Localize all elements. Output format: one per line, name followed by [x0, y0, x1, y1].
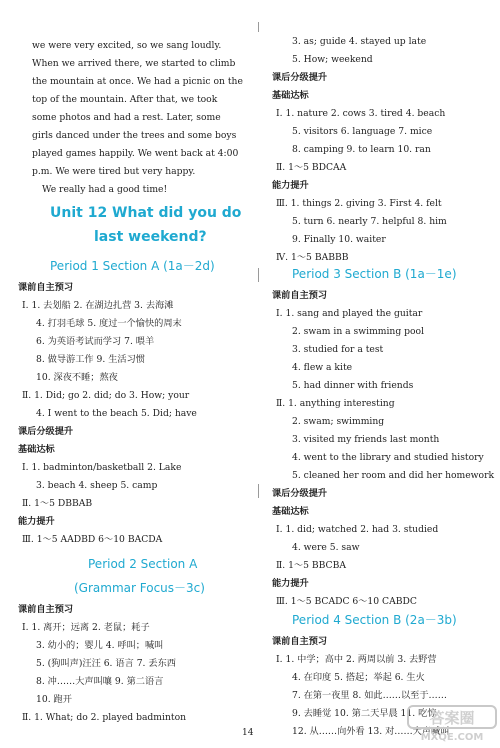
answer-line: Ⅰ. 1. badminton/basketball 2. Lake	[22, 462, 182, 473]
section-label: 课后分级提升	[272, 72, 328, 83]
passage-line: some photos and had a rest. Later, some	[32, 112, 221, 123]
answer-line: 4. went to the library and studied history	[292, 452, 484, 463]
answer-line: 5. turn 6. nearly 7. helpful 8. him	[292, 216, 447, 227]
passage-line: p.m. We were tired but very happy.	[32, 166, 196, 177]
passage-line: we were very excited, so we sang loudly.	[32, 40, 222, 51]
answer-line: 8. camping 9. to learn 10. ran	[292, 144, 431, 155]
answer-line: 5. visitors 6. language 7. mice	[292, 126, 433, 137]
answer-line: Ⅰ. 1. sang and played the guitar	[276, 308, 423, 319]
section-label: 课前自主预习	[18, 604, 74, 615]
watermark-logo	[406, 704, 498, 744]
column-divider	[258, 22, 259, 32]
column-divider	[258, 268, 259, 282]
section-label: 基础达标	[18, 444, 55, 455]
answer-line: 4. I went to the beach 5. Did; have	[36, 408, 197, 419]
answer-line: 10. 深夜不睡；熬夜	[36, 372, 118, 383]
answer-line: 2. swam; swimming	[292, 416, 385, 427]
answer-line: Ⅰ. 1. did; watched 2. had 3. studied	[276, 524, 439, 535]
passage-line: When we arrived there, we started to climb	[32, 58, 236, 69]
answer-line: 4. were 5. saw	[292, 542, 360, 553]
passage-line: top of the mountain. After that, we took	[32, 94, 218, 105]
period-heading: Period 3 Section B (1a－1e)	[292, 267, 457, 281]
answer-line: 5. had dinner with friends	[292, 380, 414, 391]
section-label: 课后分级提升	[18, 426, 74, 437]
answer-line: 9. 去睡觉 10. 第二天早晨 11. 吃惊	[292, 708, 437, 719]
answer-line: Ⅱ. 1～5 BDCAA	[276, 162, 347, 173]
answer-line: Ⅰ. 1. 离开；远离 2. 老鼠；耗子	[22, 622, 150, 633]
answer-line: 3. beach 4. sheep 5. camp	[36, 480, 158, 491]
page-number: 14	[242, 728, 254, 738]
watermark-url: MXQE.COM	[420, 732, 484, 743]
answer-line: 5. cleaned her room and did her homework	[292, 470, 495, 481]
unit-heading: Unit 12 What did you do	[50, 205, 242, 221]
passage-line: We really had a good time!	[42, 184, 168, 195]
passage-line: girls danced under the trees and some boys	[32, 130, 237, 141]
watermark-icon	[406, 704, 498, 744]
answer-line: 4. flew a kite	[292, 362, 353, 373]
answer-line: 3. as; guide 4. stayed up late	[292, 36, 427, 47]
answer-line: Ⅲ. 1～5 BCADC 6～10 CABDC	[276, 596, 417, 607]
period-heading: Period 2 Section A	[88, 557, 198, 571]
section-label: 能力提升	[272, 180, 309, 191]
section-label: 课前自主预习	[272, 290, 328, 301]
answer-line: 4. 打羽毛球 5. 度过一个愉快的周末	[36, 318, 182, 329]
passage-line: the mountain at once. We had a picnic on the	[32, 76, 243, 87]
section-label: 基础达标	[272, 90, 309, 101]
answer-line: Ⅱ. 1. anything interesting	[276, 398, 395, 409]
answer-line: 3. visited my friends last month	[292, 434, 440, 445]
section-label: 基础达标	[272, 506, 309, 517]
section-label: 能力提升	[18, 516, 55, 527]
period-heading: Period 1 Section A (1a－2d)	[50, 259, 215, 273]
answer-line: Ⅱ. 1～5 DBBAB	[22, 498, 93, 509]
answer-line: Ⅰ. 1. 去划船 2. 在湖边扎营 3. 去海滩	[22, 300, 174, 311]
answer-line: 9. Finally 10. waiter	[292, 234, 386, 245]
answer-line: 2. swam in a swimming pool	[292, 326, 425, 337]
answer-line: Ⅲ. 1. things 2. giving 3. First 4. felt	[276, 198, 442, 209]
answer-line: Ⅲ. 1～5 AADBD 6～10 BACDA	[22, 534, 163, 545]
answer-line: 7. 在第一夜里 8. 如此……以至于……	[292, 690, 447, 701]
answer-line: 3. 幼小的；婴儿 4. 呼叫；喊叫	[36, 640, 164, 651]
answer-line: Ⅳ. 1～5 BABBB	[276, 252, 349, 263]
period-heading: Period 4 Section B (2a－3b)	[292, 613, 457, 627]
answer-line: Ⅰ. 1. nature 2. cows 3. tired 4. beach	[276, 108, 446, 119]
answer-line: 5. (狗叫声)汪汪 6. 语言 7. 丢东西	[36, 658, 176, 669]
period-heading: (Grammar Focus－3c)	[74, 581, 205, 595]
answer-line: 5. How; weekend	[292, 54, 373, 65]
section-label: 能力提升	[272, 578, 309, 589]
answer-line: 10. 跑开	[36, 694, 72, 705]
answer-line: Ⅱ. 1～5 BBCBA	[276, 560, 346, 571]
answer-line: 3. studied for a test	[292, 344, 384, 355]
answer-line: Ⅱ. 1. Did; go 2. did; do 3. How; your	[22, 390, 190, 401]
passage-line: played games happily. We went back at 4:00	[32, 148, 239, 159]
answer-line: 4. 在印度 5. 搭起；举起 6. 生火	[292, 672, 425, 683]
answer-line: 8. 做导游工作 9. 生活习惯	[36, 354, 145, 365]
answer-line: 12. 从……向外看 13. 对……大声喊叫	[292, 726, 450, 737]
answer-line: Ⅱ. 1. What; do 2. played badminton	[22, 712, 187, 723]
unit-heading: last weekend?	[94, 229, 207, 245]
section-label: 课前自主预习	[18, 282, 74, 293]
section-label: 课前自主预习	[272, 636, 328, 647]
answer-line: 8. 冲……大声叫嚷 9. 第二语言	[36, 676, 164, 687]
column-divider	[258, 484, 259, 498]
watermark-text: 答案圈	[429, 709, 475, 727]
section-label: 课后分级提升	[272, 488, 328, 499]
answer-line: Ⅰ. 1. 中学；高中 2. 两周以前 3. 去野营	[276, 654, 437, 665]
answer-line: 6. 为英语考试而学习 7. 喂羊	[36, 336, 155, 347]
